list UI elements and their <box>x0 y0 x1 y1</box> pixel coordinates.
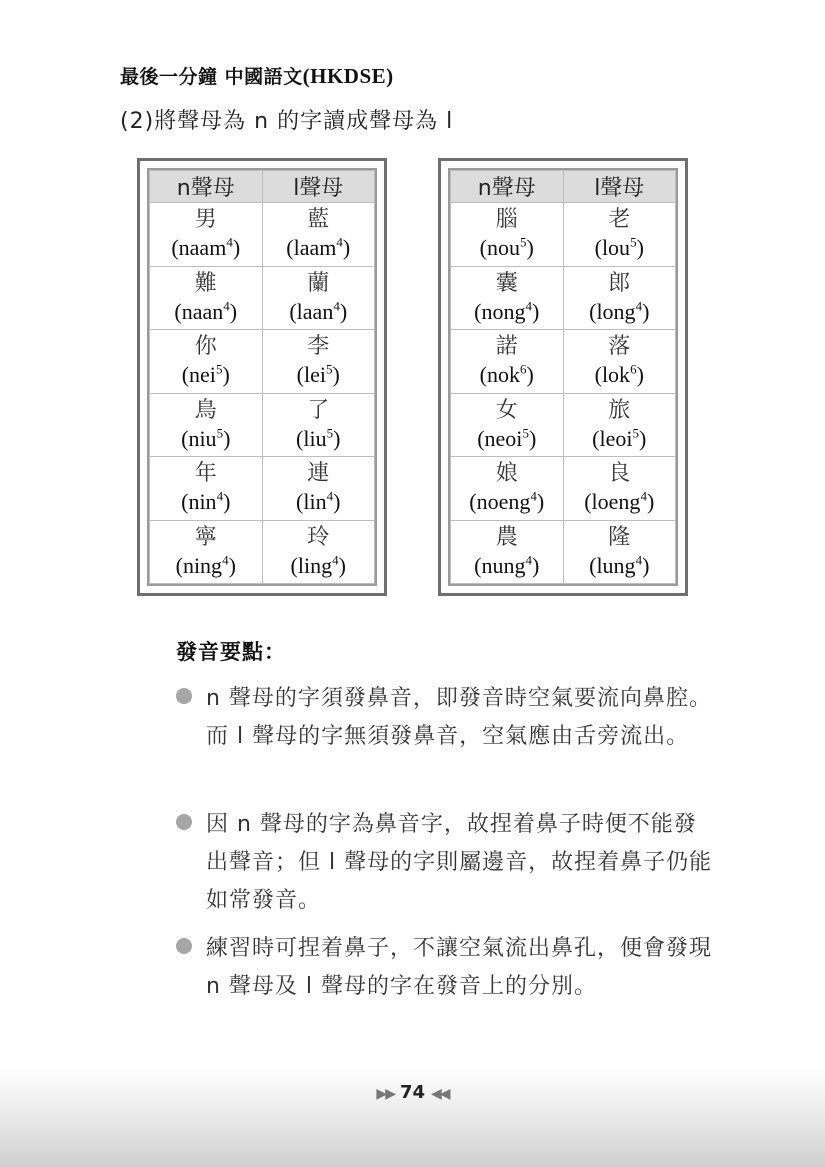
table-cell <box>262 457 375 521</box>
book-title <box>120 62 394 89</box>
paren-close: ) <box>333 425 341 451</box>
tone-number: 6 <box>520 361 527 377</box>
initials-table <box>149 170 375 584</box>
table-cell <box>150 520 263 584</box>
table-row <box>150 330 375 394</box>
syllable: nou <box>487 235 520 261</box>
tone-number: 5 <box>522 425 529 441</box>
chinese-character: 連 <box>307 461 330 487</box>
tone-number: 5 <box>215 361 223 377</box>
table-cell <box>563 266 676 330</box>
table-cell <box>150 266 263 330</box>
table-row <box>150 520 375 584</box>
paren-open: ( <box>181 489 189 515</box>
jyutping-romanization <box>564 552 676 580</box>
syllable: lou <box>601 235 631 261</box>
paren-open: ( <box>474 552 482 578</box>
tone-number: 4 <box>525 298 532 314</box>
paren-open: ( <box>479 235 487 261</box>
jyutping-romanization <box>564 234 676 262</box>
column-header-l-initial: l聲母 <box>262 171 375 203</box>
jyutping-romanization <box>564 298 676 326</box>
tone-number: 4 <box>222 552 229 568</box>
tone-number: 5 <box>630 234 637 250</box>
paren-close: ) <box>646 489 655 515</box>
paren-open: ( <box>592 425 600 451</box>
jyutping-romanization <box>150 234 262 262</box>
pronunciation-table-right <box>438 158 688 596</box>
paren-open: ( <box>474 298 482 324</box>
tone-number: 4 <box>326 488 334 504</box>
paren-close: ) <box>536 489 545 515</box>
paren-open: ( <box>289 298 297 324</box>
syllable: loeng <box>591 489 641 515</box>
tone-number: 4 <box>635 552 643 568</box>
jyutping-romanization <box>263 234 375 262</box>
column-header-n-initial: n聲母 <box>451 171 564 203</box>
bullet-text: n 聲母的字須發鼻音，即發音時空氣要流向鼻腔。而 l 聲母的字無須發鼻音，空氣應由舌旁流出。 <box>206 686 712 749</box>
jyutping-romanization <box>150 552 262 580</box>
paren-close: ) <box>636 235 644 261</box>
jyutping-romanization <box>451 361 563 389</box>
chinese-character: 寧 <box>194 524 217 550</box>
jyutping-romanization <box>150 298 262 326</box>
jyutping-romanization <box>263 425 375 453</box>
tone-number: 4 <box>530 488 537 504</box>
chinese-character: 郎 <box>608 270 631 296</box>
jyutping-romanization <box>451 488 563 516</box>
paren-open: ( <box>589 298 597 324</box>
paren-close: ) <box>532 298 540 324</box>
section-title: (2)將聲母為 n 的字讀成聲母為 l <box>120 109 454 134</box>
double-arrow-right-icon: ▶▶ <box>376 1086 394 1102</box>
table-cell <box>451 203 564 267</box>
chinese-character: 男 <box>194 207 217 233</box>
tone-number: 4 <box>525 552 532 568</box>
syllable: niu <box>188 425 217 451</box>
paren-open: ( <box>584 489 592 515</box>
syllable: laam <box>293 235 337 261</box>
chinese-character: 娘 <box>495 461 518 487</box>
paren-close: ) <box>342 235 351 261</box>
table-cell <box>451 393 564 457</box>
chinese-character: 老 <box>608 207 631 233</box>
tone-number: 4 <box>332 552 339 568</box>
paren-open: ( <box>296 489 304 515</box>
jyutping-romanization <box>150 488 262 516</box>
table-cell <box>451 330 564 394</box>
paren-close: ) <box>642 552 650 578</box>
syllable: nok <box>487 362 520 388</box>
table-cell <box>150 457 263 521</box>
column-header-n-initial: n聲母 <box>150 171 263 203</box>
table-cell <box>150 203 263 267</box>
table-cell <box>262 520 375 584</box>
jyutping-romanization <box>564 488 676 516</box>
page-number-value: 74 <box>399 1082 426 1103</box>
syllable: nei <box>189 362 216 388</box>
bullet-item <box>176 930 716 1006</box>
chinese-character: 鳥 <box>194 397 217 423</box>
chinese-character: 隆 <box>608 524 631 550</box>
bullet-item <box>176 806 716 920</box>
syllable: lok <box>601 362 631 388</box>
syllable: nung <box>481 552 526 578</box>
bullet-dot-icon <box>176 938 192 954</box>
chinese-character: 良 <box>608 461 631 487</box>
paren-close: ) <box>639 425 647 451</box>
table-cell <box>451 266 564 330</box>
syllable: leoi <box>599 425 633 451</box>
jyutping-romanization <box>564 425 676 453</box>
table-row <box>150 457 375 521</box>
table-row <box>451 203 676 267</box>
chinese-character: 藍 <box>307 207 330 233</box>
jyutping-romanization <box>451 425 563 453</box>
jyutping-romanization <box>263 552 375 580</box>
jyutping-romanization <box>150 425 262 453</box>
bullet-dot-icon <box>176 688 192 704</box>
syllable: nin <box>188 489 217 515</box>
tone-number: 5 <box>216 425 224 441</box>
jyutping-romanization <box>564 361 676 389</box>
table-cell <box>262 393 375 457</box>
book-title-zh: 最後一分鐘 中國語文 <box>120 66 303 88</box>
chinese-character: 囊 <box>495 270 518 296</box>
jyutping-romanization <box>263 488 375 516</box>
paren-close: ) <box>232 235 241 261</box>
paren-close: ) <box>532 552 540 578</box>
bullet-text: 因 n 聲母的字為鼻音字，故捏着鼻子時便不能發出聲音；但 l 聲母的字則屬邊音，故捏着鼻子仍能如常發音。 <box>206 812 713 913</box>
paren-open: ( <box>477 425 485 451</box>
table-cell <box>150 330 263 394</box>
chinese-character: 玲 <box>307 524 330 550</box>
table-cell <box>451 520 564 584</box>
bullet-text: 練習時可捏着鼻子，不讓空氣流出鼻孔，便會發現 n 聲母及 l 聲母的字在發音上的分別。 <box>206 936 713 999</box>
tone-number: 4 <box>223 298 230 314</box>
paren-close: ) <box>223 425 231 451</box>
chinese-character: 年 <box>194 461 217 487</box>
table-row <box>451 457 676 521</box>
tone-number: 4 <box>635 298 643 314</box>
table-row <box>451 330 676 394</box>
syllable: lin <box>303 489 327 515</box>
pronunciation-table-left <box>137 158 387 596</box>
chinese-character: 難 <box>194 270 217 296</box>
syllable: ling <box>297 552 333 578</box>
table-cell <box>262 266 375 330</box>
syllable: laan <box>296 298 334 324</box>
table-row <box>150 266 375 330</box>
syllable: lei <box>304 362 326 388</box>
paren-close: ) <box>332 362 340 388</box>
page-number <box>0 1082 825 1103</box>
paren-close: ) <box>229 298 238 324</box>
chinese-character: 李 <box>307 334 330 360</box>
tone-number: 5 <box>632 425 639 441</box>
jyutping-romanization <box>263 298 375 326</box>
paren-close: ) <box>526 235 534 261</box>
paren-close: ) <box>338 552 346 578</box>
tone-number: 4 <box>216 488 224 504</box>
table-cell <box>563 203 676 267</box>
initials-table <box>450 170 676 584</box>
syllable: neoi <box>484 425 523 451</box>
jyutping-romanization <box>150 361 262 389</box>
tone-number: 6 <box>630 361 637 377</box>
chinese-character: 腦 <box>495 207 518 233</box>
paren-open: ( <box>181 425 189 451</box>
chinese-character: 農 <box>495 524 518 550</box>
jyutping-romanization <box>451 234 563 262</box>
table-row <box>451 520 676 584</box>
table-row <box>451 393 676 457</box>
paren-close: ) <box>333 489 341 515</box>
paren-open: ( <box>296 425 304 451</box>
paren-close: ) <box>339 298 348 324</box>
table-cell <box>262 330 375 394</box>
tone-number: 5 <box>520 234 527 250</box>
table-body <box>451 203 676 584</box>
chinese-character: 了 <box>307 397 330 423</box>
paren-open: ( <box>594 235 602 261</box>
tone-number: 4 <box>226 234 233 250</box>
paren-open: ( <box>286 235 294 261</box>
tone-number: 4 <box>336 234 343 250</box>
paren-close: ) <box>642 298 650 324</box>
table-body <box>150 203 375 584</box>
paren-close: ) <box>223 489 231 515</box>
syllable: ning <box>182 552 223 578</box>
jyutping-romanization <box>263 361 375 389</box>
paren-close: ) <box>526 362 534 388</box>
jyutping-romanization <box>451 552 563 580</box>
paren-open: ( <box>181 362 190 388</box>
tone-number: 5 <box>326 425 334 441</box>
paren-close: ) <box>528 425 537 451</box>
table-cell <box>563 393 676 457</box>
book-title-en: (HKDSE) <box>302 64 394 88</box>
paren-open: ( <box>469 489 477 515</box>
syllable: naan <box>181 298 224 324</box>
table-cell <box>451 457 564 521</box>
paren-open: ( <box>589 552 597 578</box>
pronunciation-points-heading: 發音要點： <box>176 640 286 664</box>
tone-number: 4 <box>333 298 340 314</box>
paren-open: ( <box>174 298 182 324</box>
paren-close: ) <box>228 552 236 578</box>
table-cell <box>262 203 375 267</box>
paren-close: ) <box>636 362 644 388</box>
syllable: naam <box>178 235 227 261</box>
bullet-dot-icon <box>176 814 192 830</box>
paren-open: ( <box>296 362 304 388</box>
table-cell <box>563 520 676 584</box>
column-header-l-initial: l聲母 <box>563 171 676 203</box>
syllable: long <box>596 298 636 324</box>
syllable: lung <box>596 552 636 578</box>
double-arrow-left-icon: ◀◀ <box>431 1086 449 1102</box>
syllable: liu <box>303 425 327 451</box>
paren-open: ( <box>171 235 179 261</box>
chinese-character: 旅 <box>608 397 631 423</box>
chinese-character: 女 <box>495 397 518 423</box>
chinese-character: 你 <box>194 334 217 360</box>
chinese-character: 蘭 <box>307 270 330 296</box>
paren-open: ( <box>290 552 298 578</box>
paren-open: ( <box>594 362 602 388</box>
syllable: nong <box>481 298 526 324</box>
table-cell <box>563 457 676 521</box>
tone-number: 4 <box>640 488 647 504</box>
tone-number: 5 <box>326 361 333 377</box>
table-row <box>150 393 375 457</box>
bullet-item <box>176 680 716 756</box>
table-cell <box>150 393 263 457</box>
paren-open: ( <box>479 362 487 388</box>
jyutping-romanization <box>451 298 563 326</box>
paren-close: ) <box>222 362 230 388</box>
chinese-character: 諾 <box>495 334 518 360</box>
table-cell <box>563 330 676 394</box>
table-row <box>451 266 676 330</box>
chinese-character: 落 <box>608 334 631 360</box>
paren-open: ( <box>175 552 183 578</box>
table-row <box>150 203 375 267</box>
syllable: noeng <box>476 489 531 515</box>
